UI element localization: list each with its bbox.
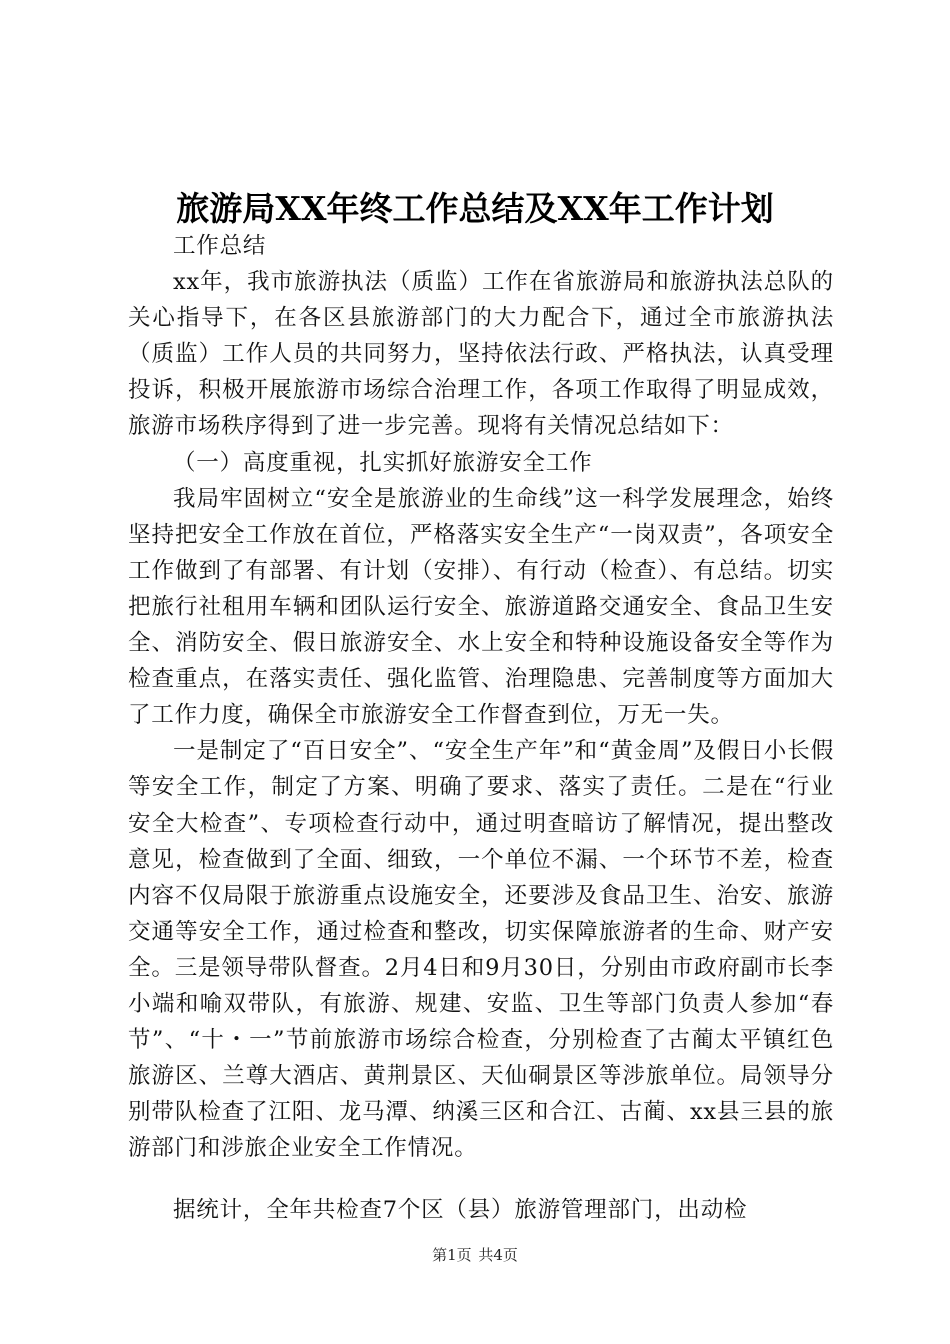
paragraph-intro: xx年，我市旅游执法（质监）工作在省旅游局和旅游执法总队的关心指导下，在各区县旅游部门的大力配合下，通过全市旅游执法（质监）工作人员的共同努力，坚持依法行政、严格执法，认真受理投诉，积极开展旅游市场综合治理工作，各项工作取得了明显成效，旅游市场秩序得到了进一步完善。现将有关情况总结如下： (128, 269, 834, 440)
page-number: 第1页 (432, 1246, 472, 1264)
paragraph-measures: 一是制定了“百日安全”、“安全生产年”和“黄金周”及假日小长假等安全工作，制定了方案、明确了要求、落实了责任。二是在“行业安全大检查”、专项检查行动中，通过明查暗访了解情况，提出整改意见，检查做到了全面、细致，一个单位不漏、一个环节不差，检查内容不仅局限于旅游重点设施安全，还要涉及食品卫生、治安、旅游交通等安全工作，通过检查和整改，切实保障旅游者的生命、财产安全。三是领导带队督查。2月4日和9月30日，分别由市政府副市长李小端和喻双带队，有旅游、规建、安监、卫生等部门负责人参加“春节”、“十・一”节前旅游市场综合检查，分别检查了古蔺太平镇红色旅游区、兰尊大酒店、黄荆景区、天仙硐景区等涉旅单位。局领导分别带队检查了江阳、龙马潭、纳溪三区和合江、古蔺、xx县三县的旅游部门和涉旅企业安全工作情况。 (128, 738, 834, 1162)
page-total: 共4页 (478, 1246, 518, 1264)
document-title: 旅游局XX年终工作总结及XX年工作计划 (176, 189, 774, 228)
subsection-heading: （一）高度重视，扎实抓好旅游安全工作 (173, 449, 593, 476)
page-footer (0, 1244, 950, 1265)
paragraph-statistics: 据统计，全年共检查7个区（县）旅游管理部门，出动检 (173, 1197, 748, 1224)
paragraph-safety: 我局牢固树立“安全是旅游业的生命线”这一科学发展理念，始终坚持把安全工作放在首位，严格落实安全生产“一岗双责”，各项安全工作做到了有部署、有计划（安排）、有行动（检查）、有总结。切实把旅行社租用车辆和团队运行安全、旅游道路交通安全、食品卫生安全、消防安全、假日旅游安全、水上安全和特种设施设备安全等作为检查重点，在落实责任、强化监管、治理隐患、完善制度等方面加大了工作力度，确保全市旅游安全工作督查到位，万无一失。 (128, 485, 834, 729)
section-heading: 工作总结 (173, 233, 267, 259)
document-body (128, 228, 834, 1229)
